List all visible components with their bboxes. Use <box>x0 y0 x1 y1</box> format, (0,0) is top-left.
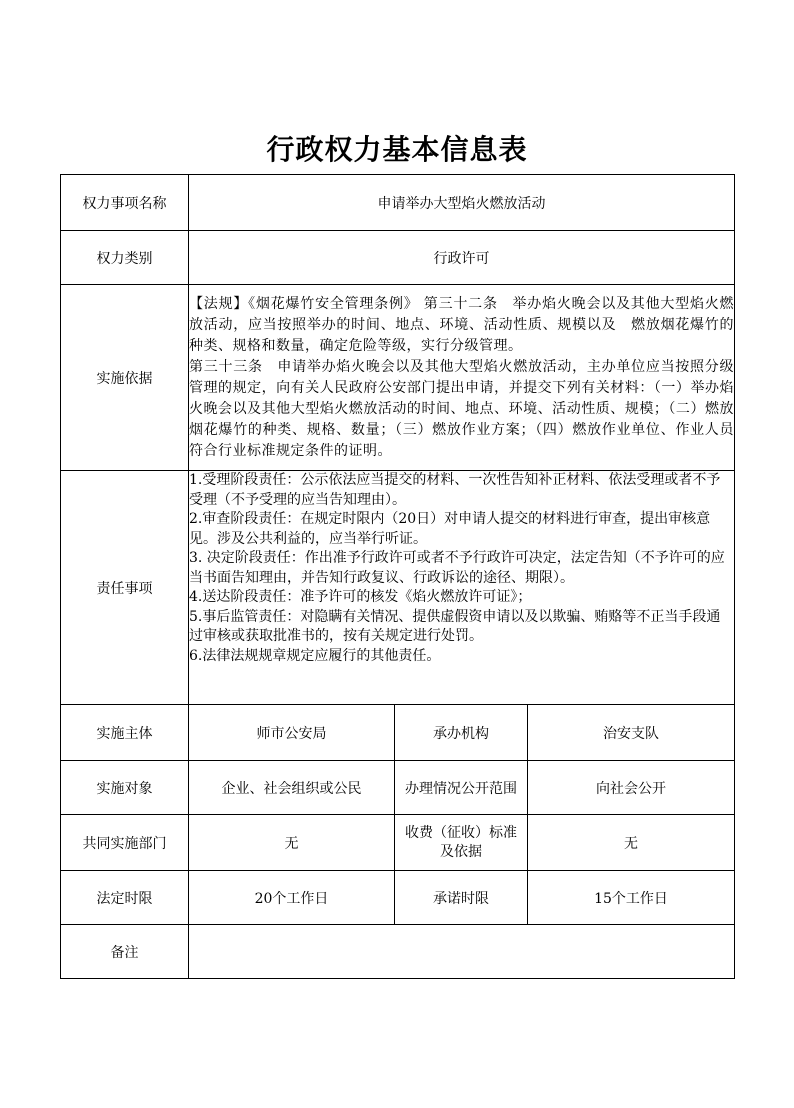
remark-value <box>189 925 735 979</box>
target-label: 实施对象 <box>61 761 189 815</box>
responsibility-item: 6.法律法规规章规定应履行的其他责任。 <box>189 647 441 664</box>
remark-label: 备注 <box>61 925 189 979</box>
disclosure-label: 办理情况公开范围 <box>395 761 528 815</box>
responsibility-label: 责任事项 <box>61 471 189 705</box>
responsibility-item: 4.送达阶段责任：准予许可的核发《焰火燃放许可证》； <box>189 589 532 605</box>
disclosure-value: 向社会公开 <box>528 761 735 815</box>
page-title: 行政权力基本信息表 <box>266 133 528 166</box>
item-name-label: 权力事项名称 <box>61 175 189 231</box>
agency-label: 承办机构 <box>395 705 528 761</box>
row-item-name <box>61 175 735 231</box>
row-subject <box>61 705 735 761</box>
row-target <box>61 761 735 815</box>
fee-label: 收费（征收）标准及依据 <box>395 815 528 871</box>
info-table <box>60 174 735 979</box>
responsibility-item: 1.受理阶段责任：公示依法应当提交的材料、一次性告知补正材料、依法受理或者不予受理（不予受理的应当告知理由）。 <box>189 472 721 508</box>
responsibility-content <box>189 471 735 705</box>
row-responsibility <box>61 471 735 705</box>
promise-label: 承诺时限 <box>395 871 528 925</box>
item-name-value: 申请举办大型焰火燃放活动 <box>189 175 735 231</box>
basis-label: 实施依据 <box>61 285 189 471</box>
category-label: 权力类别 <box>61 231 189 285</box>
basis-paragraph: 【法规】《烟花爆竹安全管理条例》 第三十二条 举办焰火晚会以及其他大型焰火燃放活动，应当按照举办的时间、地点、环境、活动性质、规模以及 燃放烟花爆竹的种类、规格和数量，确定危险等级，实行分级管理。 <box>189 295 735 354</box>
joint-label: 共同实施部门 <box>61 815 189 871</box>
joint-value: 无 <box>189 815 395 871</box>
subject-value: 师市公安局 <box>189 705 395 761</box>
fee-value: 无 <box>528 815 735 871</box>
promise-value: 15个工作日 <box>528 871 735 925</box>
row-deadline <box>61 871 735 925</box>
basis-content <box>189 285 735 471</box>
target-value: 企业、社会组织或公民 <box>189 761 395 815</box>
deadline-value: 20个工作日 <box>189 871 395 925</box>
row-joint <box>61 815 735 871</box>
category-value: 行政许可 <box>189 231 735 285</box>
deadline-label: 法定时限 <box>61 871 189 925</box>
subject-label: 实施主体 <box>61 705 189 761</box>
row-basis <box>61 285 735 471</box>
row-category <box>61 231 735 285</box>
responsibility-item: 3. 决定阶段责任：作出准予行政许可或者不予行政许可决定，法定告知（不予许可的应当书面告知理由，并告知行政复议、行政诉讼的途径、期限）。 <box>189 550 725 586</box>
responsibility-item: 2.审查阶段责任：在规定时限内（20日）对申请人提交的材料进行审查，提出审核意见。涉及公共利益的，应当举行听证。 <box>189 511 711 547</box>
agency-value: 治安支队 <box>528 705 735 761</box>
responsibility-item: 5.事后监管责任：对隐瞒有关情况、提供虚假资申请以及以欺骗、贿赂等不正当手段通过审核或获取批准书的，按有关规定进行处罚。 <box>189 608 721 644</box>
row-remark <box>61 925 735 979</box>
basis-paragraph: 第三十三条 申请举办焰火晚会以及其他大型焰火燃放活动，主办单位应当按照分级管理的规定，向有关人民政府公安部门提出申请，并提交下列有关材料：（一）举办焰火晚会以及其他大型焰火燃放活动的时间、地点、环境、活动性质、规模；（二）燃放烟花爆竹的种类、规格、数量；（三）燃放作业方案；（四）燃放作业单位、作业人员符合行业标准规定条件的证明。 <box>189 358 735 459</box>
